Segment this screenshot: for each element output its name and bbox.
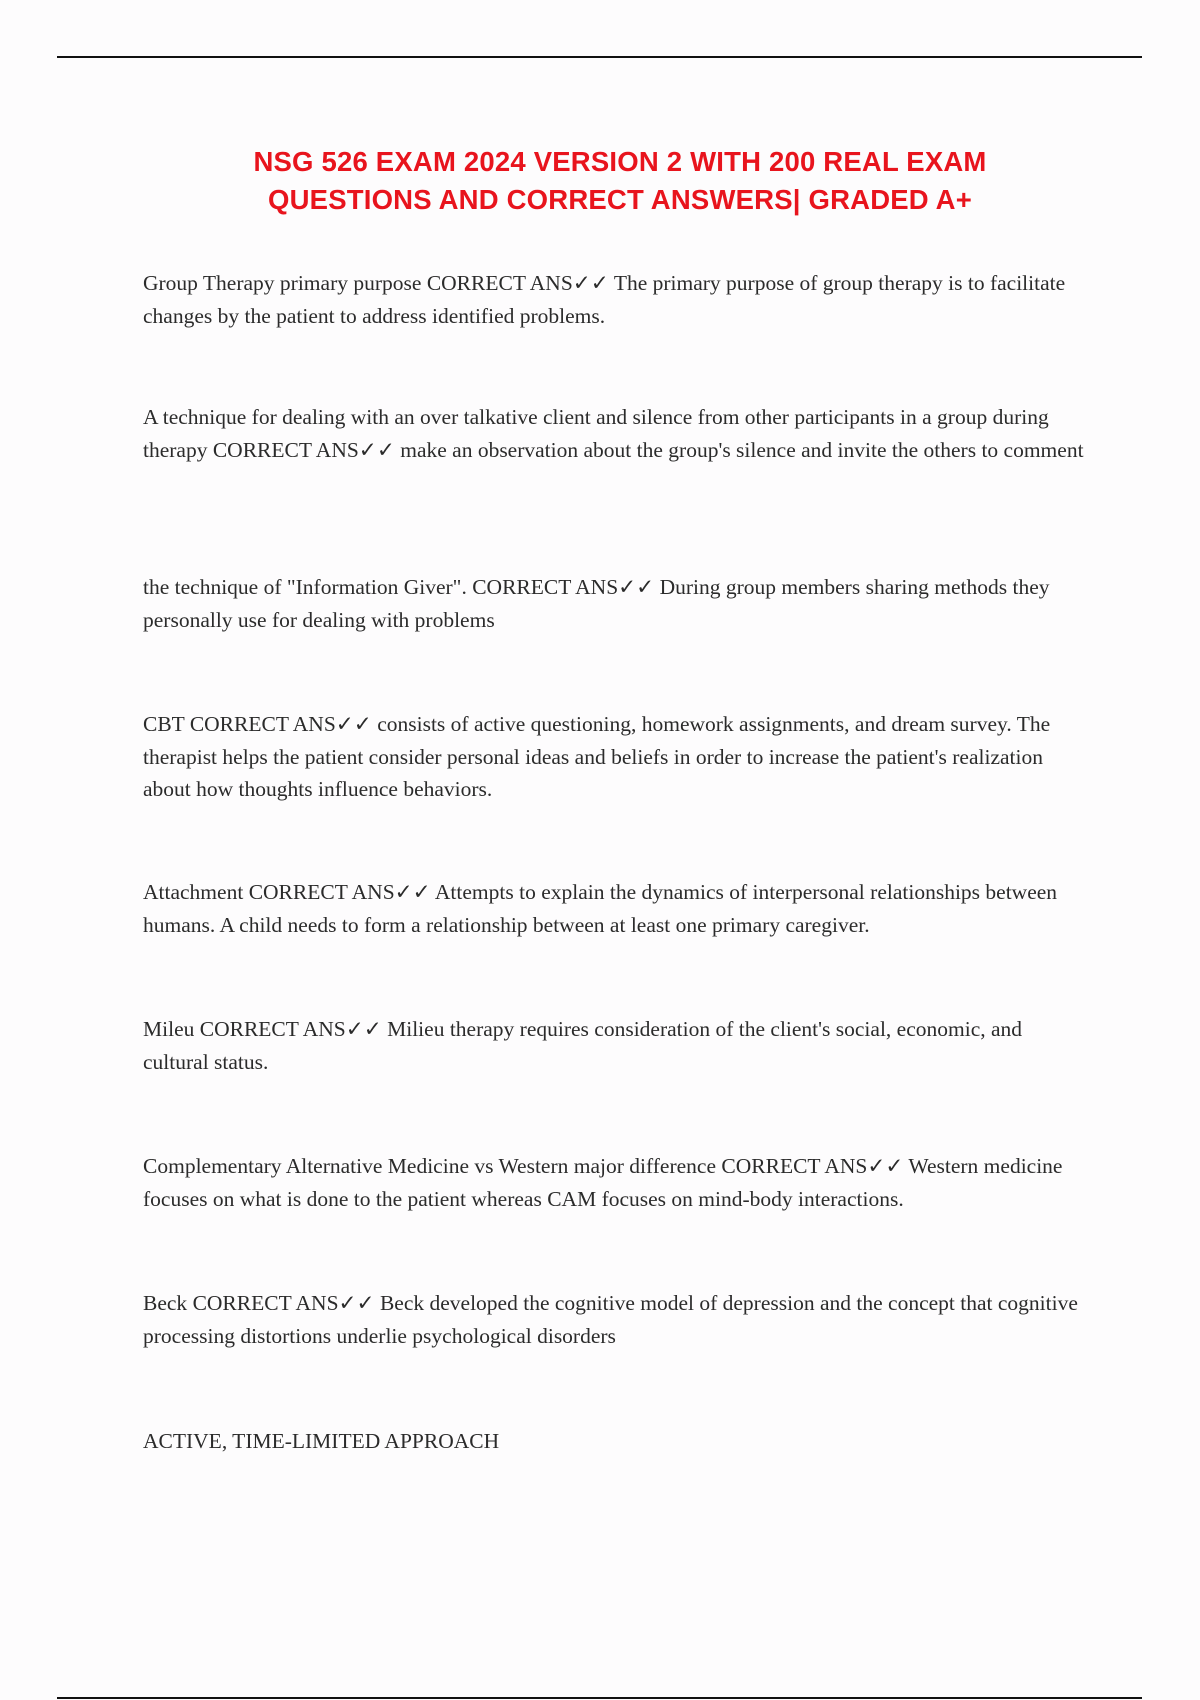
qa-correct-marker: CORRECT ANS✓✓ — [248, 880, 431, 904]
qa-answer: During group members sharing methods they personally use for dealing with problems — [143, 575, 1050, 632]
qa-item — [143, 1013, 1093, 1078]
qa-question: Attachment — [143, 880, 244, 904]
qa-question: Complementary Alternative Medicine vs Western major difference — [143, 1154, 717, 1178]
trailing-heading: ACTIVE, TIME-LIMITED APPROACH — [143, 1429, 500, 1453]
qa-correct-marker: CORRECT ANS✓✓ — [212, 437, 395, 462]
qa-item — [143, 708, 1093, 806]
qa-question: the technique of "Information Giver". — [143, 575, 467, 599]
qa-answer: Attempts to explain the dynamics of interpersonal relationships between humans. A child needs to form a relationship between at least one primary caregiver. — [143, 880, 1058, 937]
qa-answer: Milieu therapy requires consideration of the client's social, economic, and cultural status. — [143, 1017, 1023, 1074]
qa-question: Group Therapy primary purpose — [143, 271, 422, 295]
bottom-divider — [57, 1697, 1142, 1699]
qa-answer: consists of active questioning, homework assignments, and dream survey. The therapist helps the patient consider personal ideas and beliefs in order to increase the patient's realization about how thoughts influence behaviors. — [143, 712, 1051, 801]
qa-answer: make an observation about the group's silence and invite the others to comment — [400, 437, 1084, 462]
qa-question: A technique for dealing with an over talkative client and silence from other participants in a group during therapy — [143, 405, 1049, 462]
qa-correct-marker: CORRECT ANS✓✓ — [472, 575, 655, 599]
qa-question: Mileu — [143, 1017, 195, 1041]
qa-item — [143, 1150, 1093, 1215]
qa-item — [143, 876, 1093, 941]
title-line-2: QUESTIONS AND CORRECT ANSWERS| GRADED A+ — [268, 184, 972, 215]
qa-answer: The primary purpose of group therapy is to facilitate changes by the patient to address identified problems. — [143, 271, 1066, 328]
qa-item — [143, 401, 1093, 466]
qa-answer: Beck developed the cognitive model of depression and the concept that cognitive processing distortions underlie psychological disorders — [143, 1291, 1078, 1348]
qa-correct-marker: CORRECT ANS✓✓ — [189, 712, 372, 736]
qa-item — [143, 1287, 1093, 1352]
title-line-1: NSG 526 EXAM 2024 VERSION 2 WITH 200 REAL EXAM — [253, 146, 987, 177]
qa-item — [143, 267, 1093, 332]
qa-answer: Western medicine focuses on what is done to the patient whereas CAM focuses on mind-body interactions. — [143, 1154, 1063, 1211]
qa-item — [143, 571, 1093, 636]
qa-correct-marker: CORRECT ANS✓✓ — [426, 271, 609, 295]
document-title — [140, 143, 1100, 219]
qa-question: Beck — [143, 1291, 188, 1315]
qa-question: CBT — [143, 712, 185, 736]
qa-correct-marker: CORRECT ANS✓✓ — [192, 1291, 375, 1315]
qa-correct-marker: CORRECT ANS✓✓ — [199, 1017, 382, 1041]
top-divider — [57, 56, 1142, 58]
qa-correct-marker: CORRECT ANS✓✓ — [721, 1154, 904, 1178]
